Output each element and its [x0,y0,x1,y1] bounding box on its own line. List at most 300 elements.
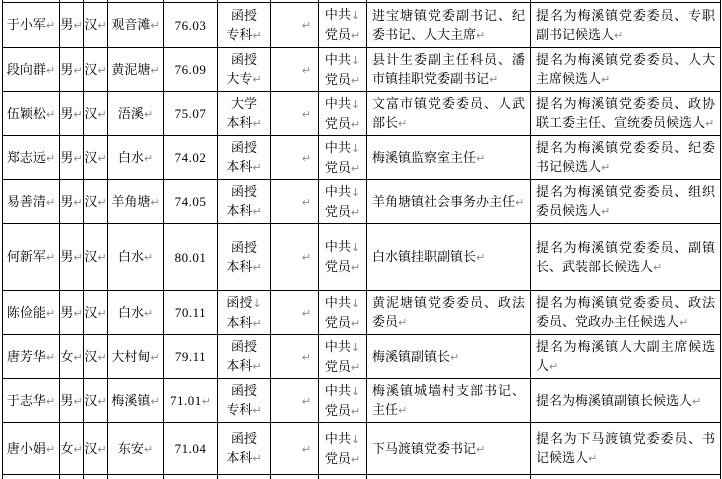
cell-party-status[interactable] [319,291,367,335]
ethnicity: 汉 [84,348,98,364]
native-place: 白水 [117,249,144,264]
paragraph-mark-icon: ↵ [73,195,83,209]
line-break-mark-icon: ↓ [350,141,361,155]
cell-education[interactable] [218,423,271,475]
paragraph-mark-icon: ↵ [476,251,486,264]
paragraph-mark-icon: ↵ [143,306,154,320]
cell-blank[interactable] [271,48,319,92]
party-text: 中共 [324,7,351,22]
education-line-2 [218,448,270,468]
party-text: 中共 [324,239,351,254]
cell-score[interactable] [164,180,218,224]
paragraph-mark-icon: ↵ [350,29,361,42]
paragraph-mark-icon: ↵ [252,205,262,218]
cell-ethnicity[interactable] [84,379,108,423]
paragraph-mark-icon: ↵ [614,28,624,42]
cell-party-status[interactable] [319,180,367,224]
gender: 男 [60,249,74,264]
education-line-1 [218,182,270,201]
education-text: 函授 [230,52,257,67]
score-value: 76.03 [174,17,207,33]
cell-blank[interactable] [271,3,319,48]
cell-ethnicity[interactable] [84,136,108,180]
paragraph-mark-icon: ↵ [601,161,611,174]
party-text: 党员 [324,358,351,374]
cell-blank[interactable] [271,224,319,291]
paragraph-mark-icon: ↵ [73,107,83,121]
paragraph-mark-icon: ↵ [252,316,262,330]
education-text: 函授 [230,431,257,446]
education-line-1 [218,50,270,69]
cell-ethnicity[interactable] [84,48,108,92]
cell-native-place[interactable] [108,136,164,180]
clipped-cell [271,475,319,479]
cell-name[interactable] [3,180,60,224]
score-value: 71.01 [170,392,202,408]
education-text: 本科 [226,258,253,274]
cell-proposed-position[interactable] [531,379,721,423]
paragraph-mark-icon: ↵ [73,63,83,77]
cell-score[interactable] [164,423,218,475]
line-break-mark-icon: ↓ [350,9,361,22]
current-position-text: 县计生委副主任科员、潘市镇挂职党委副书记 [372,52,525,86]
cell-gender[interactable] [60,180,84,224]
cell-gender[interactable] [60,291,84,335]
party-text: 中共 [324,338,351,354]
current-position-text: 梅溪镇城墙村支部书记、主任 [372,383,525,417]
cell-blank[interactable] [271,291,319,335]
clipped-cell [319,475,367,479]
paragraph-mark-icon: ↵ [301,442,311,456]
paragraph-mark-icon: ↵ [97,306,107,320]
gender: 男 [60,193,74,209]
education-line-1 [218,94,270,113]
paragraph-mark-icon: ↵ [476,442,486,456]
candidate-name: 何新军 [6,249,46,264]
paragraph-mark-icon: ↵ [73,394,83,408]
paragraph-mark-icon: ↵ [143,251,154,264]
cell-gender[interactable] [60,379,84,423]
cell-education[interactable] [218,180,271,224]
native-place: 观音滩 [111,17,151,32]
proposed-position-text: 提名为梅溪镇党委委员、人大主席候选人 [536,52,715,86]
ethnicity: 汉 [84,440,98,456]
cell-current-position[interactable] [367,48,531,92]
education-text: 本科 [226,314,253,330]
education-line-1 [218,6,270,25]
paragraph-mark-icon: ↵ [549,360,559,373]
paragraph-mark-icon: ↵ [350,360,361,374]
paragraph-mark-icon: ↵ [252,452,262,465]
paragraph-mark-icon: ↵ [476,28,486,42]
cell-current-position[interactable] [367,335,531,379]
cell-name[interactable] [3,136,60,180]
clipped-cell [531,475,721,479]
party-text: 党员 [324,259,351,274]
candidate-name: 易善清 [6,193,46,209]
education-line-2 [218,313,270,333]
paragraph-mark-icon: ↵ [150,63,160,77]
cell-proposed-position[interactable] [531,136,721,180]
cell-party-status[interactable] [319,335,367,379]
party-line-2 [319,257,366,277]
paragraph-mark-icon: ↵ [143,107,154,121]
education-text: 函授 [230,140,257,155]
education-text: 本科 [226,450,253,465]
education-line-2 [218,400,270,420]
education-text: 专科 [226,402,253,417]
paragraph-mark-icon: ↵ [73,306,83,320]
cell-native-place[interactable] [108,224,164,291]
table-row [3,92,721,136]
table-row [3,48,721,92]
cell-name[interactable] [3,335,60,379]
cell-proposed-position[interactable] [531,92,721,136]
candidate-name: 于小军 [6,17,46,32]
party-line-1 [319,337,366,357]
cell-gender[interactable] [60,224,84,291]
education-text: 大学 [230,96,257,111]
cell-current-position[interactable] [367,180,531,224]
education-text: 函授 [230,7,257,23]
education-line-1 [218,293,270,313]
candidate-name: 郑志远 [6,149,46,165]
current-position-text: 梅溪镇副镇长 [372,348,451,364]
education-text: 大专 [226,71,253,86]
paragraph-mark-icon: ↵ [398,316,408,329]
ethnicity: 汉 [84,149,98,165]
line-break-mark-icon: ↓ [350,53,361,67]
cell-native-place[interactable] [108,180,164,224]
cell-score[interactable] [164,3,218,48]
party-text: 中共 [324,382,351,398]
cell-current-position[interactable] [367,423,531,475]
party-line-1 [319,94,366,114]
cell-education[interactable] [218,3,271,48]
education-line-2 [218,356,270,376]
current-position-text: 黄泥塘镇党委委员、政法委员 [372,295,525,329]
clipped-cell [164,475,218,479]
paragraph-mark-icon: ↵ [150,195,160,209]
cell-name[interactable] [3,48,60,92]
cell-current-position[interactable] [367,224,531,291]
paragraph-mark-icon: ↵ [301,306,311,320]
cell-name[interactable] [3,92,60,136]
cell-current-position[interactable] [367,92,531,136]
candidates-table [2,0,721,479]
cell-party-status[interactable] [319,224,367,291]
party-text: 中共 [324,95,351,111]
cell-education[interactable] [218,335,271,379]
paragraph-mark-icon: ↵ [143,442,154,456]
paragraph-mark-icon: ↵ [350,404,361,418]
cell-score[interactable] [164,136,218,180]
paragraph-mark-icon: ↵ [350,261,361,274]
paragraph-mark-icon: ↵ [398,404,408,417]
paragraph-mark-icon: ↵ [150,394,160,408]
paragraph-mark-icon: ↵ [489,73,499,86]
education-line-2 [218,69,270,89]
education-text: 函授 [230,239,257,255]
party-line-2 [319,449,366,469]
ethnicity: 汉 [84,304,98,320]
party-line-1 [319,182,366,202]
party-text: 党员 [324,159,351,175]
paragraph-mark-icon: ↵ [588,452,598,465]
party-text: 中共 [324,294,351,310]
paragraph-mark-icon: ↵ [252,117,262,130]
candidate-name: 段向群 [6,61,46,77]
cell-gender[interactable] [60,92,84,136]
cell-party-status[interactable] [319,3,367,48]
party-text: 党员 [324,27,351,42]
cell-current-position[interactable] [367,291,531,335]
paragraph-mark-icon: ↵ [45,107,56,121]
gender: 男 [60,149,74,165]
cell-proposed-position[interactable] [531,335,721,379]
cell-current-position[interactable] [367,3,531,48]
cell-party-status[interactable] [319,136,367,180]
gender: 男 [60,304,74,320]
paragraph-mark-icon: ↵ [252,360,262,373]
cell-name[interactable] [3,291,60,335]
party-text: 党员 [324,314,351,330]
cell-proposed-position[interactable] [531,291,721,335]
cell-ethnicity[interactable] [84,3,108,48]
education-line-2 [218,157,270,177]
education-text: 专科 [226,26,253,42]
cell-blank[interactable] [271,136,319,180]
cell-name[interactable] [3,224,60,291]
education-text: 本科 [226,115,253,130]
native-place: 梅溪镇 [111,392,151,408]
cell-gender[interactable] [60,3,84,48]
ethnicity: 汉 [84,249,98,264]
paragraph-mark-icon: ↵ [45,350,56,364]
education-line-2 [218,113,270,133]
education-text: 本科 [226,358,253,373]
candidate-name: 陈俭能 [6,304,46,320]
party-text: 党员 [324,402,351,418]
cell-ethnicity[interactable] [84,291,108,335]
education-text: 本科 [226,159,253,174]
party-text: 中共 [324,51,351,67]
party-text: 党员 [324,115,351,131]
ethnicity: 汉 [84,392,98,408]
party-line-2 [319,357,366,377]
clipped-cell [218,475,271,479]
cell-score[interactable] [164,92,218,136]
paragraph-mark-icon: ↵ [150,350,160,364]
proposed-position-text: 提名为梅溪镇副镇长候选人 [536,392,693,408]
gender: 女 [60,440,74,456]
paragraph-mark-icon: ↵ [201,394,211,408]
education-line-2 [218,257,270,277]
score-value: 71.04 [174,441,207,456]
cell-party-status[interactable] [319,379,367,423]
education-line-1 [218,429,270,448]
native-place: 东安 [117,440,144,456]
proposed-position-text: 提名为梅溪镇人大副主席候选人 [536,339,715,373]
paragraph-mark-icon: ↵ [252,73,262,86]
cell-name[interactable] [3,423,60,475]
paragraph-mark-icon: ↵ [45,306,56,320]
line-break-mark-icon: ↓ [350,340,361,354]
line-break-mark-icon: ↓ [350,241,361,254]
cell-proposed-position[interactable] [531,423,721,475]
education-line-1 [218,381,270,400]
line-break-mark-icon: ↓ [350,384,361,398]
cell-score[interactable] [164,335,218,379]
cell-score[interactable] [164,224,218,291]
candidate-name: 唐芳华 [6,348,46,364]
proposed-position-text: 提名为梅溪镇党委委员、副镇长、武装部长候选人 [536,239,715,274]
party-text: 中共 [324,139,351,155]
party-line-1 [319,138,366,158]
paragraph-mark-icon: ↵ [515,195,525,209]
paragraph-mark-icon: ↵ [601,73,611,86]
cell-proposed-position[interactable] [531,48,721,92]
cell-native-place[interactable] [108,92,164,136]
cell-native-place[interactable] [108,335,164,379]
cell-blank[interactable] [271,423,319,475]
cell-gender[interactable] [60,136,84,180]
education-line-2 [218,25,270,45]
cell-blank[interactable] [271,335,319,379]
proposed-position-text: 提名为梅溪镇党委委员、政协联工委主任、宣统委员候选人 [536,96,715,130]
cell-current-position[interactable] [367,379,531,423]
cell-education[interactable] [218,224,271,291]
cell-native-place[interactable] [108,291,164,335]
paragraph-mark-icon: ↵ [450,350,460,364]
paragraph-mark-icon: ↵ [97,63,107,77]
cell-party-status[interactable] [319,48,367,92]
ethnicity: 汉 [84,17,98,32]
paragraph-mark-icon: ↵ [653,260,663,274]
paragraph-mark-icon: ↵ [45,151,56,165]
native-place: 白水 [117,149,144,165]
cell-name[interactable] [3,3,60,48]
cell-proposed-position[interactable] [531,3,721,48]
ethnicity: 汉 [84,61,98,77]
table-row [3,291,721,335]
cell-education[interactable] [218,48,271,92]
paragraph-mark-icon: ↵ [301,63,311,77]
clipped-cell [108,475,164,479]
cell-native-place[interactable] [108,48,164,92]
paragraph-mark-icon: ↵ [97,195,107,209]
gender: 男 [60,61,74,77]
table-row [3,136,721,180]
cell-gender[interactable] [60,48,84,92]
cell-name[interactable] [3,379,60,423]
table-row [3,224,721,291]
score-value: 74.02 [174,150,207,165]
cell-education[interactable] [218,136,271,180]
cell-blank[interactable] [271,379,319,423]
clipped-cell [367,475,531,479]
paragraph-mark-icon: ↵ [301,19,311,32]
paragraph-mark-icon: ↵ [601,205,611,218]
cell-ethnicity[interactable] [84,92,108,136]
cell-score[interactable] [164,48,218,92]
cell-blank[interactable] [271,180,319,224]
cell-native-place[interactable] [108,3,164,48]
paragraph-mark-icon: ↵ [398,117,408,130]
cell-party-status[interactable] [319,423,367,475]
party-text: 中共 [324,183,351,199]
cell-party-status[interactable] [319,92,367,136]
paragraph-mark-icon: ↵ [45,251,56,264]
cell-ethnicity[interactable] [84,224,108,291]
cell-education[interactable] [218,291,271,335]
gender: 男 [60,392,74,408]
paragraph-mark-icon: ↵ [45,195,56,209]
party-line-1 [319,237,366,257]
cell-education[interactable] [218,379,271,423]
cell-score[interactable] [164,291,218,335]
cell-ethnicity[interactable] [84,423,108,475]
proposed-position-text: 提名为梅溪镇党委委员、组织委员候选人 [536,184,715,218]
paragraph-mark-icon: ↵ [97,251,107,264]
party-line-1 [319,293,366,313]
party-line-2 [319,401,366,421]
education-text: 函授 [230,383,257,398]
paragraph-mark-icon: ↵ [97,442,107,456]
cell-gender[interactable] [60,423,84,475]
paragraph-mark-icon: ↵ [45,394,56,408]
paragraph-mark-icon: ↵ [252,260,262,274]
cell-proposed-position[interactable] [531,224,721,291]
paragraph-mark-icon: ↵ [252,28,262,42]
score-value: 75.07 [174,106,207,121]
paragraph-mark-icon: ↵ [73,19,83,32]
paragraph-mark-icon: ↵ [301,394,311,408]
paragraph-mark-icon: ↵ [350,161,361,175]
cell-ethnicity[interactable] [84,180,108,224]
party-line-1 [319,429,366,449]
party-text: 党员 [324,71,351,87]
paragraph-mark-icon: ↵ [252,161,262,174]
gender: 男 [60,105,74,121]
cell-native-place[interactable] [108,379,164,423]
cell-gender[interactable] [60,335,84,379]
clipped-cell [84,475,108,479]
cell-native-place[interactable] [108,423,164,475]
paragraph-mark-icon: ↵ [73,251,83,264]
cell-proposed-position[interactable] [531,180,721,224]
party-line-2 [319,313,366,333]
proposed-position-text: 提名为下马渡镇党委委员、书记候选人 [536,431,715,465]
clipped-row-below [3,475,721,479]
cell-score[interactable] [164,379,218,423]
cell-ethnicity[interactable] [84,335,108,379]
paragraph-mark-icon: ↵ [73,151,83,165]
cell-education[interactable] [218,92,271,136]
paragraph-mark-icon: ↵ [45,442,56,456]
paragraph-mark-icon: ↵ [97,107,107,121]
gender: 男 [60,17,74,32]
paragraph-mark-icon: ↵ [73,442,83,456]
cell-blank[interactable] [271,92,319,136]
line-break-mark-icon: ↓ [350,97,361,111]
party-line-2 [319,158,366,178]
paragraph-mark-icon: ↵ [476,151,486,165]
paragraph-mark-icon: ↵ [301,195,311,209]
candidate-name: 唐小娟 [6,440,46,456]
cell-current-position[interactable] [367,136,531,180]
paragraph-mark-icon: ↵ [350,205,361,219]
